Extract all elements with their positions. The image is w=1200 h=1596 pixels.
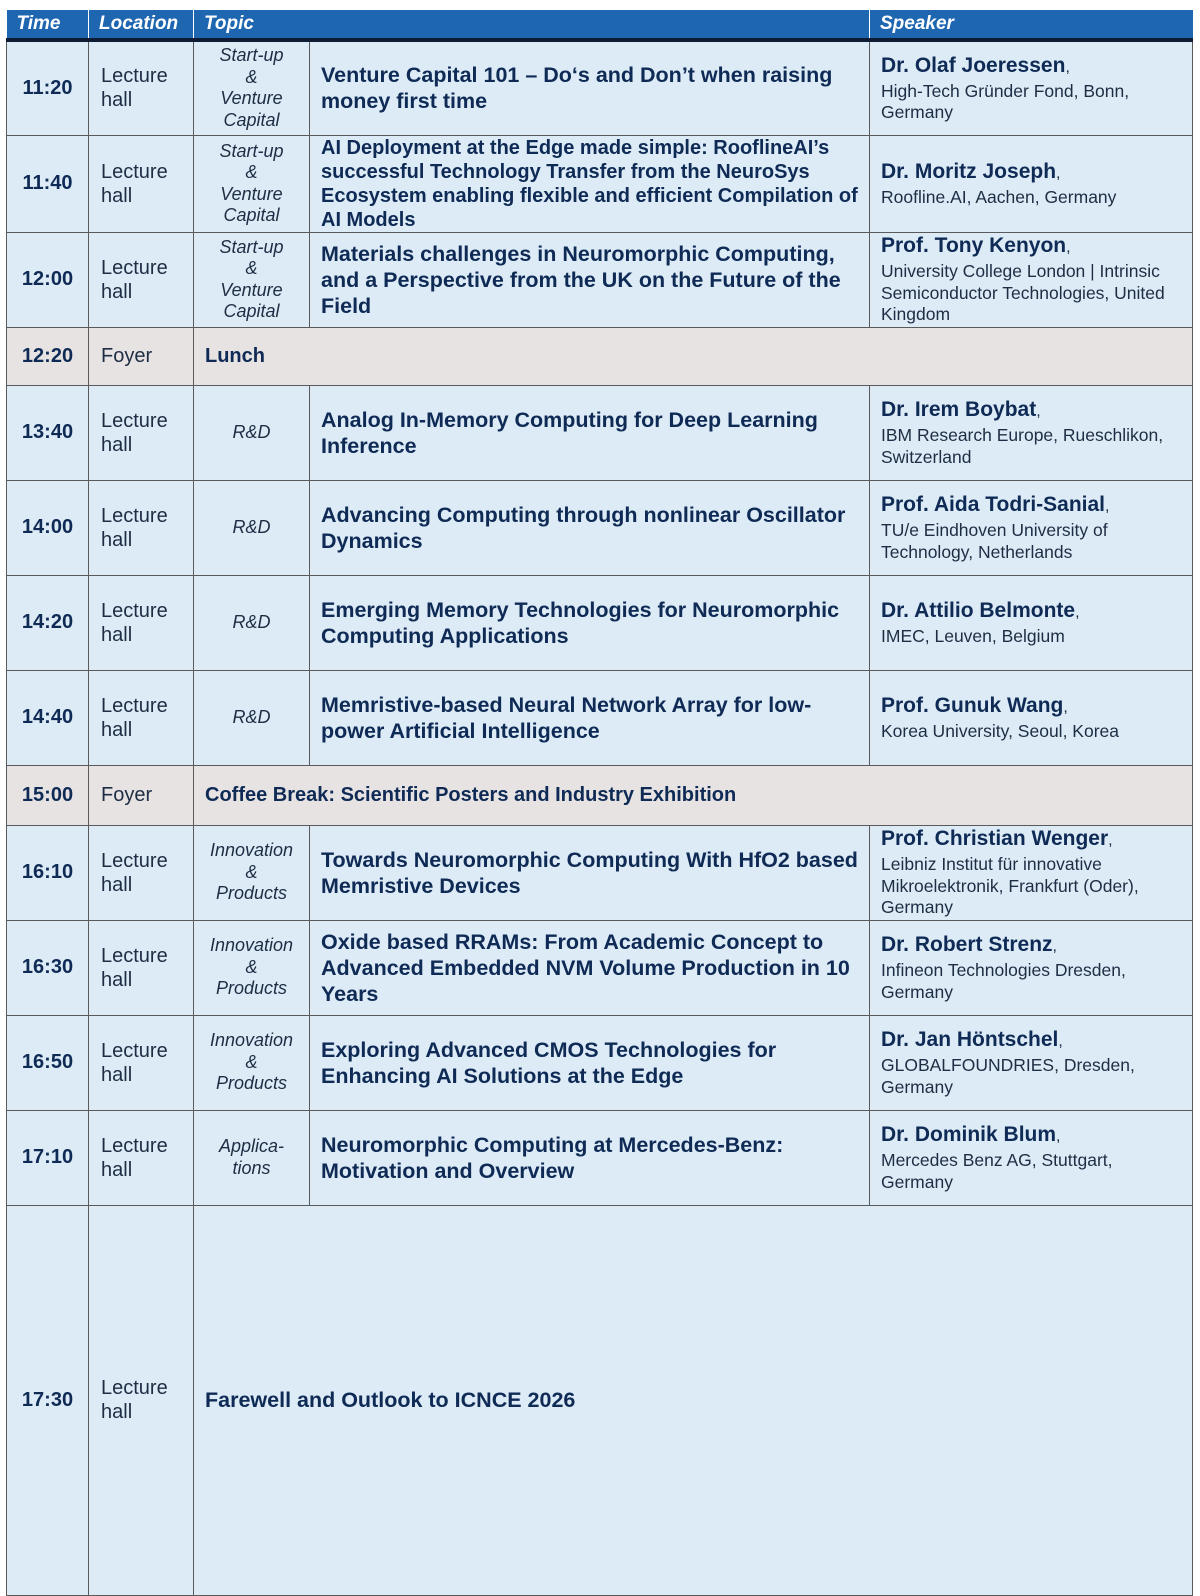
session-category — [194, 1015, 310, 1110]
agenda-table — [6, 10, 1193, 1596]
agenda-wrapper — [6, 10, 1192, 1596]
break-row — [7, 765, 1193, 825]
session-row — [7, 232, 1193, 327]
session-location: Lecture hall — [89, 232, 194, 327]
session-category — [194, 825, 310, 920]
speaker-cell — [870, 670, 1193, 765]
break-title: Lunch — [194, 327, 1193, 385]
category-line: Applica- — [218, 1136, 285, 1156]
speaker-comma: , — [1065, 58, 1070, 76]
break-row — [7, 327, 1193, 385]
session-location: Lecture hall — [89, 575, 194, 670]
session-title: Venture Capital 101 – Do‘s and Don’t when raising money first time — [310, 40, 870, 135]
category-line: Start-up — [219, 45, 284, 66]
session-row — [7, 135, 1193, 232]
speaker-name: Dr. Moritz Joseph — [881, 159, 1057, 183]
session-title: AI Deployment at the Edge made simple: RooflineAI’s successful Technology Transfer from the NeuroSys Ecosystem enabling flexible and efficient Compilation of AI Models — [310, 135, 870, 232]
speaker-name: Prof. Tony Kenyon — [881, 234, 1067, 258]
speaker-affiliation: TU/e Eindhoven University of Technology, Netherlands — [881, 520, 1108, 562]
session-location: Lecture hall — [89, 480, 194, 575]
speaker-name-line — [881, 1122, 1186, 1150]
session-category — [194, 385, 310, 480]
session-title: Materials challenges in Neuromorphic Computing, and a Perspective from the UK on the Future of the Field — [310, 232, 870, 327]
speaker-cell — [870, 385, 1193, 480]
category-line: Start-up — [219, 236, 284, 257]
speaker-name: Dr. Jan Höntschel — [881, 1028, 1059, 1051]
category-line: Capital — [223, 109, 280, 130]
session-row — [7, 1205, 1193, 1596]
speaker-comma: , — [1036, 403, 1041, 420]
speaker-comma: , — [1063, 698, 1068, 716]
speaker-comma: , — [1056, 1128, 1061, 1145]
category-line: R&D — [232, 421, 271, 442]
session-location: Lecture hall — [89, 670, 194, 765]
category-line: Venture — [220, 88, 283, 109]
speaker-affiliation: Infineon Technologies Dresden, Germany — [881, 960, 1126, 1002]
session-location: Lecture hall — [89, 135, 194, 232]
session-category — [194, 480, 310, 575]
speaker-name-line — [881, 598, 1186, 626]
speaker-name-line — [881, 492, 1186, 520]
session-category — [194, 135, 310, 232]
session-location: Lecture hall — [89, 825, 194, 920]
speaker-comma: , — [1105, 498, 1110, 515]
session-time: 15:00 — [7, 765, 89, 825]
header-topic: Topic — [194, 10, 870, 40]
session-location: Lecture hall — [89, 1110, 194, 1205]
session-row — [7, 480, 1193, 575]
speaker-name: Dr. Olaf Joeressen — [881, 53, 1066, 77]
speaker-cell — [870, 575, 1193, 670]
session-location: Lecture hall — [89, 1205, 194, 1596]
speaker-comma: , — [1075, 603, 1080, 621]
speaker-name-line — [881, 1027, 1186, 1055]
speaker-name: Prof. Gunuk Wang — [881, 693, 1064, 717]
session-title: Exploring Advanced CMOS Technologies for Enhancing AI Solutions at the Edge — [310, 1015, 870, 1110]
session-row — [7, 575, 1193, 670]
speaker-name-line — [881, 53, 1186, 81]
header-time: Time — [7, 10, 89, 40]
session-location: Lecture hall — [89, 1015, 194, 1110]
category-line: Capital — [223, 301, 280, 321]
session-row — [7, 1110, 1193, 1205]
speaker-affiliation: Leibniz Institut für innovative Mikroelektronik, Frankfurt (Oder), Germany — [881, 854, 1139, 918]
speaker-cell — [870, 40, 1193, 135]
speaker-affiliation: IBM Research Europe, Rueschlikon, Switzerland — [881, 425, 1164, 467]
agenda-header — [7, 10, 1193, 40]
session-time: 17:10 — [7, 1110, 89, 1205]
speaker-cell — [870, 1110, 1193, 1205]
speaker-name: Prof. Aida Todri-Sanial — [881, 493, 1106, 516]
speaker-name-line — [881, 233, 1186, 261]
speaker-cell — [870, 480, 1193, 575]
category-line: Products — [215, 978, 288, 999]
header-speaker: Speaker — [870, 10, 1193, 40]
category-line: & — [245, 861, 258, 882]
session-location: Foyer — [89, 765, 194, 825]
category-line: Innovation — [209, 840, 294, 861]
speaker-comma: , — [1108, 832, 1113, 850]
speaker-name: Prof. Christian Wenger — [881, 827, 1109, 851]
session-time: 11:20 — [7, 40, 89, 135]
speaker-name-line — [881, 693, 1186, 721]
session-time: 13:40 — [7, 385, 89, 480]
session-category — [194, 670, 310, 765]
speaker-comma: , — [1058, 1033, 1063, 1050]
speaker-name: Dr. Dominik Blum — [881, 1123, 1057, 1146]
category-line: R&D — [232, 516, 271, 537]
category-line: & — [245, 162, 258, 182]
category-line: R&D — [232, 706, 271, 727]
agenda-body — [7, 40, 1193, 1596]
session-row — [7, 825, 1193, 920]
speaker-cell — [870, 135, 1193, 232]
session-row — [7, 40, 1193, 135]
speaker-cell — [870, 825, 1193, 920]
session-location: Lecture hall — [89, 385, 194, 480]
session-category — [194, 1110, 310, 1205]
category-line: & — [245, 66, 258, 87]
session-time: 16:10 — [7, 825, 89, 920]
session-location: Lecture hall — [89, 920, 194, 1015]
speaker-name: Dr. Attilio Belmonte — [881, 598, 1076, 622]
speaker-affiliation: IMEC, Leuven, Belgium — [881, 625, 1065, 646]
session-row — [7, 1015, 1193, 1110]
speaker-comma: , — [1056, 164, 1061, 182]
session-title: Emerging Memory Technologies for Neuromorphic Computing Applications — [310, 575, 870, 670]
category-line: Products — [215, 1073, 288, 1094]
speaker-affiliation: Korea University, Seoul, Korea — [881, 720, 1119, 741]
speaker-name-line — [881, 397, 1186, 425]
session-title: Farewell and Outlook to ICNCE 2026 — [194, 1205, 1193, 1596]
category-line: Products — [215, 883, 288, 904]
session-category — [194, 232, 310, 327]
session-time: 16:30 — [7, 920, 89, 1015]
session-title: Advancing Computing through nonlinear Oscillator Dynamics — [310, 480, 870, 575]
session-title: Neuromorphic Computing at Mercedes-Benz: Motivation and Overview — [310, 1110, 870, 1205]
category-line: & — [245, 258, 258, 278]
session-time: 14:40 — [7, 670, 89, 765]
speaker-affiliation: Roofline.AI, Aachen, Germany — [881, 186, 1117, 207]
session-row — [7, 670, 1193, 765]
speaker-name-line — [881, 159, 1186, 187]
speaker-affiliation: High-Tech Gründer Fond, Bonn, Germany — [881, 80, 1130, 123]
speaker-affiliation: GLOBALFOUNDRIES, Dresden, Germany — [881, 1055, 1135, 1097]
category-line: Innovation — [209, 1030, 294, 1051]
session-time: 14:00 — [7, 480, 89, 575]
category-line: Venture — [220, 183, 283, 204]
session-location: Lecture hall — [89, 40, 194, 135]
speaker-cell — [870, 1015, 1193, 1110]
session-category — [194, 920, 310, 1015]
category-line: & — [245, 956, 258, 977]
speaker-affiliation: University College London | Intrinsic Semiconductor Technologies, United Kingdom — [881, 261, 1165, 325]
session-category — [194, 40, 310, 135]
session-time: 16:50 — [7, 1015, 89, 1110]
category-line: & — [245, 1051, 258, 1072]
session-time: 14:20 — [7, 575, 89, 670]
header-location: Location — [89, 10, 194, 40]
speaker-name-line — [881, 826, 1186, 854]
speaker-comma: , — [1066, 239, 1071, 257]
category-line: Start-up — [219, 140, 284, 161]
category-line: Capital — [223, 205, 280, 225]
session-row — [7, 385, 1193, 480]
category-line: Innovation — [209, 935, 294, 956]
session-time: 11:40 — [7, 135, 89, 232]
break-title: Coffee Break: Scientific Posters and Industry Exhibition — [194, 765, 1193, 825]
speaker-affiliation: Mercedes Benz AG, Stuttgart, Germany — [881, 1150, 1113, 1192]
session-location: Foyer — [89, 327, 194, 385]
session-title: Towards Neuromorphic Computing With HfO2 based Memristive Devices — [310, 825, 870, 920]
session-row — [7, 920, 1193, 1015]
session-title: Analog In-Memory Computing for Deep Learning Inference — [310, 385, 870, 480]
speaker-cell — [870, 232, 1193, 327]
session-time: 12:20 — [7, 327, 89, 385]
session-time: 17:30 — [7, 1205, 89, 1596]
speaker-comma: , — [1052, 938, 1057, 955]
category-line: Venture — [220, 279, 283, 300]
session-category — [194, 575, 310, 670]
session-title: Oxide based RRAMs: From Academic Concept to Advanced Embedded NVM Volume Production in 10 Years — [310, 920, 870, 1015]
speaker-name-line — [881, 932, 1186, 960]
speaker-name: Dr. Irem Boybat — [881, 398, 1037, 421]
speaker-cell — [870, 920, 1193, 1015]
category-line: tions — [232, 1157, 271, 1178]
session-time: 12:00 — [7, 232, 89, 327]
session-title: Memristive-based Neural Network Array for low-power Artificial Intelligence — [310, 670, 870, 765]
category-line: R&D — [232, 611, 271, 632]
speaker-name: Dr. Robert Strenz — [881, 933, 1053, 956]
